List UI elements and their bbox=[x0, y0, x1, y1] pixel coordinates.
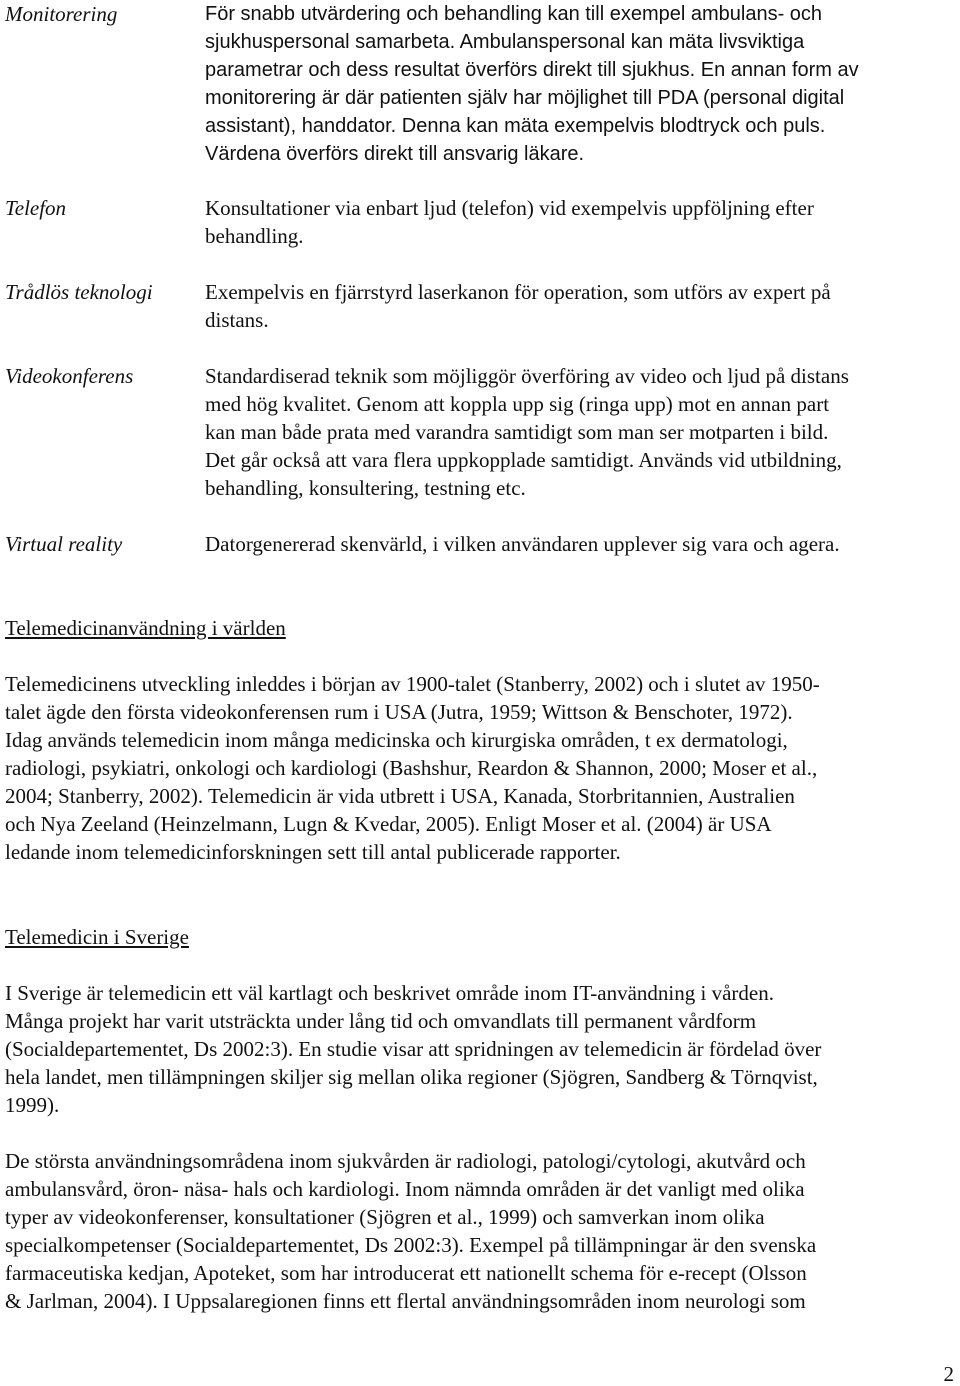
text-line: Datorgenererad skenvärld, i vilken användaren upplever sig vara och agera. bbox=[205, 532, 840, 556]
text-line: och Nya Zeeland (Heinzelmann, Lugn & Kvedar, 2005). Enligt Moser et al. (2004) är USA bbox=[5, 812, 772, 836]
text-line: För snabb utvärdering och behandling kan till exempel ambulans- och bbox=[205, 3, 823, 25]
text-line: behandling. bbox=[205, 224, 304, 248]
text-line: Värdena överförs direkt till ansvarig läkare. bbox=[205, 143, 585, 165]
text-line: I Sverige är telemedicin ett väl kartlagt och beskrivet område inom IT-användning i vården. bbox=[5, 981, 774, 1005]
definition-term: Videokonferens bbox=[5, 364, 134, 388]
section-heading: Telemedicin i Sverige bbox=[5, 925, 189, 949]
text-line: farmaceutiska kedjan, Apoteket, som har introducerat ett nationellt schema för e-recept (Olsson bbox=[5, 1261, 807, 1285]
definition-text bbox=[205, 278, 957, 334]
text-line: Det går också att vara flera uppkopplade samtidigt. Används vid utbildning, bbox=[205, 448, 842, 472]
paragraph bbox=[5, 979, 957, 1119]
text-line: med hög kvalitet. Genom att koppla upp sig (ringa upp) mot en annan part bbox=[205, 392, 830, 416]
text-line: sjukhuspersonal samarbeta. Ambulanspersonal kan mäta livsviktiga bbox=[205, 31, 805, 53]
text-line: Exempelvis en fjärrstyrd laserkanon för operation, som utförs av expert på bbox=[205, 280, 831, 304]
definition-term: Trådlös teknologi bbox=[5, 280, 153, 304]
text-line: Idag används telemedicin inom många medicinska och kirurgiska områden, t ex dermatologi, bbox=[5, 728, 788, 752]
page-number: 2 bbox=[943, 1362, 954, 1386]
text-line: ambulansvård, öron- näsa- hals och kardiologi. Inom nämnda områden är det vanligt med olika bbox=[5, 1177, 805, 1201]
definition-text bbox=[205, 530, 957, 558]
text-line: 1999). bbox=[5, 1093, 60, 1117]
text-line: distans. bbox=[205, 308, 269, 332]
definition-text bbox=[205, 362, 957, 502]
paragraph bbox=[5, 670, 957, 866]
text-line: ledande inom telemedicinforskningen sett till antal publicerade rapporter. bbox=[5, 840, 621, 864]
definition-text bbox=[205, 0, 957, 168]
definition-text bbox=[205, 194, 957, 250]
text-line: talet ägde den första videokonferensen rum i USA (Jutra, 1959; Wittson & Benschoter, 1972). bbox=[5, 700, 793, 724]
text-line: typer av videokonferenser, konsultationer (Sjögren et al., 1999) och samverkan inom olika bbox=[5, 1205, 765, 1229]
text-line: parametrar och dess resultat överförs direkt till sjukhus. En annan form av bbox=[205, 59, 859, 81]
text-line: De största användningsområdena inom sjukvården är radiologi, patologi/cytologi, akutvård och bbox=[5, 1149, 806, 1173]
definition-term: Virtual reality bbox=[5, 532, 123, 556]
text-line: hela landet, men tillämpningen skiljer sig mellan olika regioner (Sjögren, Sandberg & Törnqvist, bbox=[5, 1065, 818, 1089]
text-line: Telemedicinens utveckling inleddes i början av 1900-talet (Stanberry, 2002) och i slutet av 1950- bbox=[5, 672, 820, 696]
text-line: Konsultationer via enbart ljud (telefon) vid exempelvis uppföljning efter bbox=[205, 196, 814, 220]
text-line: behandling, konsultering, testning etc. bbox=[205, 476, 526, 500]
section-heading: Telemedicinanvändning i världen bbox=[5, 616, 286, 640]
text-line: specialkompetenser (Socialdepartementet, Ds 2002:3). Exempel på tillämpningar är den svenska bbox=[5, 1233, 817, 1257]
text-line: Många projekt har varit utsträckta under lång tid och omvandlats till permanent vårdform bbox=[5, 1009, 757, 1033]
text-line: kan man både prata med varandra samtidigt som man ser motparten i bild. bbox=[205, 420, 829, 444]
definition-term: Monitorering bbox=[5, 2, 118, 26]
text-line: 2004; Stanberry, 2002). Telemedicin är vida utbrett i USA, Kanada, Storbritannien, Australien bbox=[5, 784, 795, 808]
text-line: assistant), handdator. Denna kan mäta exempelvis blodtryck och puls. bbox=[205, 115, 826, 137]
text-line: (Socialdepartementet, Ds 2002:3). En studie visar att spridningen av telemedicin är fördelad över bbox=[5, 1037, 822, 1061]
text-line: monitorering är där patienten själv har möjlighet till PDA (personal digital bbox=[205, 87, 845, 109]
text-line: Standardiserad teknik som möjliggör överföring av video och ljud på distans bbox=[205, 364, 849, 388]
definition-term: Telefon bbox=[5, 196, 67, 220]
text-line: radiologi, psykiatri, onkologi och kardiologi (Bashshur, Reardon & Shannon, 2000; Moser et al., bbox=[5, 756, 818, 780]
text-line: & Jarlman, 2004). I Uppsalaregionen finns ett flertal användningsområden inom neurologi som bbox=[5, 1289, 806, 1313]
paragraph bbox=[5, 1147, 957, 1315]
